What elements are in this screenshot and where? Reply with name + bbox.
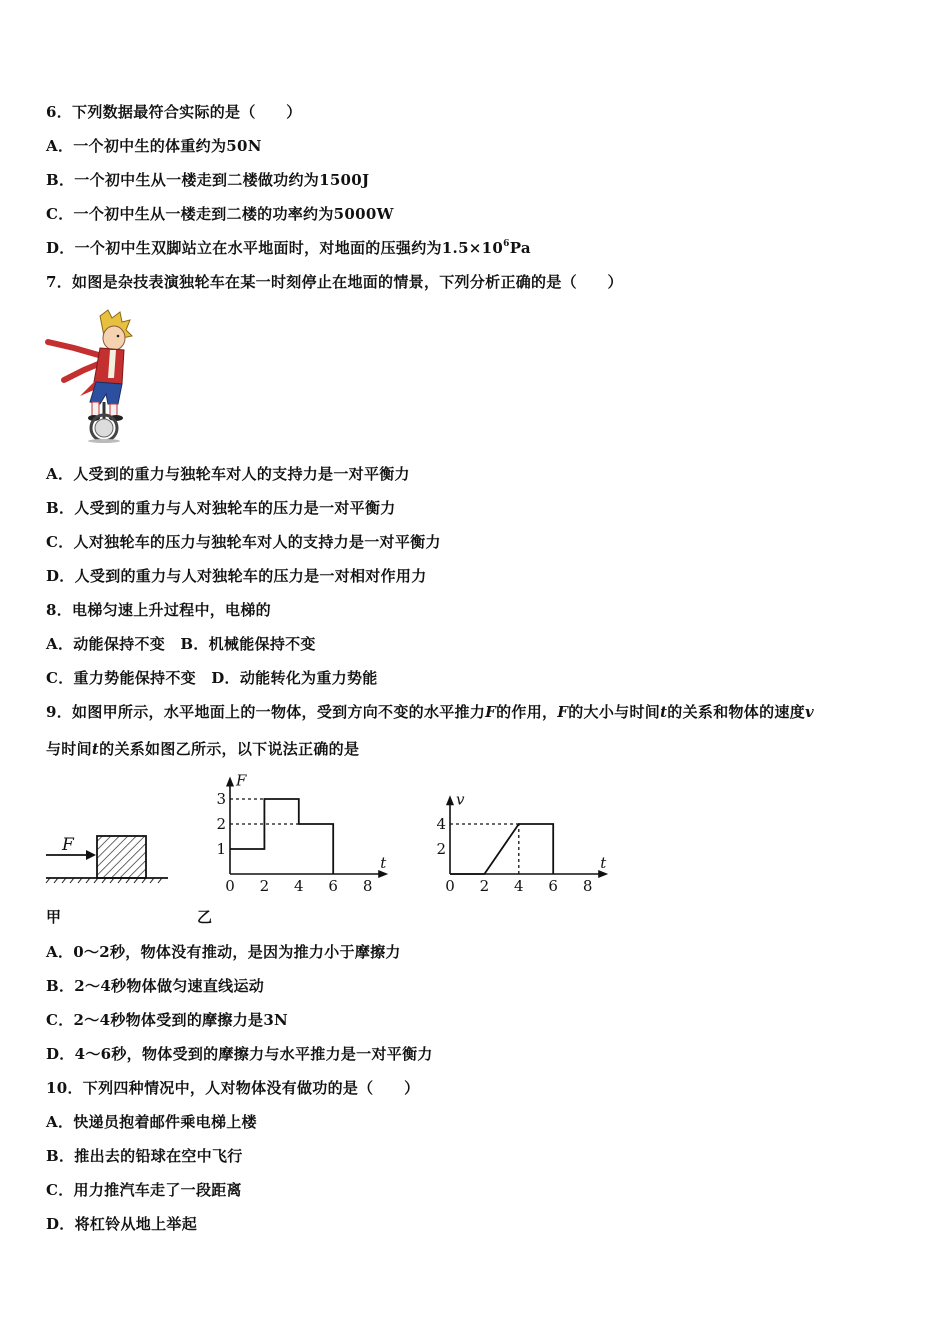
y-tick-label: 4: [436, 815, 446, 833]
q7-option-b[interactable]: B．人受到的重力与人对独轮车的压力是一对平衡力: [46, 499, 396, 517]
q6-option-d[interactable]: [46, 238, 531, 258]
series-line-v: [450, 824, 553, 874]
chart-force-time: [212, 770, 392, 896]
q9-option-b[interactable]: B．2～4秒物体做匀速直线运动: [46, 977, 265, 995]
x-tick-label: 0: [445, 877, 455, 895]
q7-stem: 7．如图是杂技表演独轮车在某一时刻停止在地面的情景，下列分析正确的是（ ）: [46, 273, 623, 291]
q9-var-t-2: t: [91, 740, 100, 758]
force-label: F: [62, 835, 74, 855]
q7-option-c[interactable]: C．人对独轮车的压力与独轮车对人的支持力是一对平衡力: [46, 533, 441, 551]
q8-stem: 8．电梯匀速上升过程中，电梯的: [46, 601, 271, 619]
q9-stem-part4: 的关系和物体的速度: [667, 703, 805, 721]
q10-option-b[interactable]: B．推出去的铅球在空中飞行: [46, 1147, 243, 1165]
y-axis-arrow: [446, 795, 454, 805]
q9-stem-line2-pre: 与时间: [46, 740, 92, 758]
q9-option-c[interactable]: C．2～4秒物体受到的摩擦力是3N: [46, 1011, 289, 1029]
chart-velocity-time: [432, 770, 614, 896]
unicycle-performer-illustration: [44, 308, 136, 444]
q6-stem: 6．下列数据最符合实际的是（ ）: [46, 103, 302, 121]
y-axis-arrow: [226, 777, 234, 787]
q8-options-cd[interactable]: C．重力势能保持不变 D．动能转化为重力势能: [46, 669, 378, 687]
q10-option-c[interactable]: C．用力推汽车走了一段距离: [46, 1181, 242, 1199]
q9-stem-line2: [46, 739, 359, 759]
q9-var-t: t: [660, 703, 668, 721]
q6-option-d-text: D．一个初中生双脚站立在水平地面时，对地面的压强约为1.5×10: [46, 239, 504, 257]
q6-option-d-exponent: 6: [503, 239, 510, 249]
q6-option-b[interactable]: B．一个初中生从一楼走到二楼做功约为1500J: [46, 171, 370, 189]
figure-jia-block-diagram: [44, 826, 170, 888]
q8-options-ab[interactable]: A．动能保持不变 B．机械能保持不变: [46, 635, 316, 653]
series-line-F: [230, 799, 333, 874]
q9-var-v: v: [805, 703, 815, 721]
y-tick-label: 1: [216, 840, 226, 858]
x-tick-label: 8: [582, 877, 593, 895]
q10-option-a[interactable]: A．快递员抱着邮件乘电梯上楼: [46, 1113, 257, 1131]
q6-option-a[interactable]: A．一个初中生的体重约为50N: [46, 137, 262, 155]
q9-stem-part1: 9．如图甲所示，水平地面上的一物体，受到方向不变的水平推力: [46, 703, 486, 721]
q9-stem-line2-post: 的关系如图乙所示，以下说法正确的是: [99, 740, 360, 758]
x-axis-label: t: [600, 854, 607, 872]
y-tick-label: 3: [216, 790, 226, 808]
q9-option-d[interactable]: D．4～6秒，物体受到的摩擦力与水平推力是一对平衡力: [46, 1045, 433, 1063]
force-arrow-head: [86, 850, 96, 860]
x-axis-label: t: [380, 854, 387, 872]
x-tick-label: 6: [328, 877, 338, 895]
x-tick-label: 4: [514, 877, 524, 895]
q7-option-a[interactable]: A．人受到的重力与独轮车对人的支持力是一对平衡力: [46, 465, 410, 483]
q6-option-d-unit: Pa: [509, 239, 531, 257]
y-tick-label: 2: [436, 840, 446, 858]
q10-stem: 10．下列四种情况中，人对物体没有做功的是（ ）: [46, 1079, 420, 1097]
q9-var-f: F: [485, 703, 497, 721]
hatched-block: [97, 836, 146, 878]
q6-option-c[interactable]: C．一个初中生从一楼走到二楼的功率约为5000W: [46, 205, 394, 223]
x-tick-label: 6: [548, 877, 558, 895]
q9-stem-part3: 的大小与时间: [568, 703, 661, 721]
x-tick-label: 2: [479, 877, 490, 895]
q9-option-a[interactable]: A．0～2秒，物体没有推动，是因为推力小于摩擦力: [46, 943, 401, 961]
figure-label-yi: 乙: [197, 908, 213, 926]
x-tick-label: 8: [362, 877, 373, 895]
q9-stem-part2: 的作用，: [496, 703, 558, 721]
figure-label-jia: 甲: [46, 908, 62, 926]
q10-option-d[interactable]: D．将杠铃从地上举起: [46, 1215, 198, 1233]
y-tick-label: 2: [216, 815, 226, 833]
q7-option-d[interactable]: D．人受到的重力与人对独轮车的压力是一对相对作用力: [46, 567, 427, 585]
y-axis-label: v: [456, 790, 465, 809]
x-tick-label: 4: [294, 877, 304, 895]
q9-stem-line1: [46, 702, 814, 722]
x-tick-label: 0: [225, 877, 235, 895]
y-axis-label: F: [236, 771, 247, 790]
q9-var-f-2: F: [557, 703, 569, 721]
x-tick-label: 2: [259, 877, 270, 895]
